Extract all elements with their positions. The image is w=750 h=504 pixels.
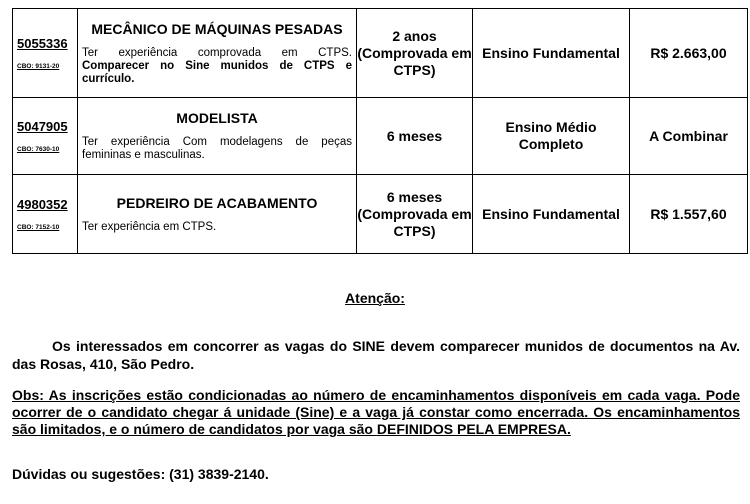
job-code-cell	[13, 175, 78, 254]
job-description-text: Ter experiência em CTPS.	[82, 220, 217, 233]
notice-obs-text: Obs: As inscrições estão condicionadas ao número de encaminhamentos disponíveis em cada vaga. Pode ocorrer de o candidato chegar á unidade (Sine) e a vaga já constar como encerrada. Os encaminhamentos são limitados, e o número de candidatos por vaga são	[12, 387, 740, 437]
job-listings-table	[12, 8, 748, 254]
job-title: PEDREIRO DE ACABAMENTO	[116, 194, 318, 211]
job-education: Ensino Fundamental	[473, 175, 630, 254]
job-description	[82, 221, 352, 234]
job-description-bold: Comparecer no Sine munidos de CTPS e currículo.	[82, 59, 352, 85]
job-title: MECÂNICO DE MÁQUINAS PESADAS	[91, 20, 343, 37]
table-row	[13, 98, 748, 175]
job-code-cell	[13, 9, 78, 98]
job-code: 5047905	[17, 119, 68, 134]
cbo-code: CBO: 7152-10	[17, 224, 60, 231]
notice-obs-bold: DEFINIDOS PELA EMPRESA	[376, 421, 567, 437]
notice-obs-end: .	[566, 421, 571, 437]
job-salary: A Combinar	[630, 98, 748, 175]
cbo-code: CBO: 9131-20	[17, 63, 60, 70]
job-code: 4980352	[17, 197, 68, 212]
notice-paragraph: Os interessados em concorrer as vagas do SINE devem comparecer munidos de documentos na Av. das Rosas, 410, São Pedro.	[12, 338, 740, 372]
table-row	[13, 175, 748, 254]
job-code-cell	[13, 98, 78, 175]
cbo-code: CBO: 7630-10	[17, 146, 60, 153]
job-education: Ensino Fundamental	[473, 9, 630, 98]
notice-obs	[12, 387, 740, 438]
job-code: 5055336	[17, 36, 68, 51]
table-row	[13, 9, 748, 98]
job-description-cell	[78, 175, 357, 254]
job-salary: R$ 1.557,60	[630, 175, 748, 254]
job-salary: R$ 2.663,00	[630, 9, 748, 98]
job-description	[82, 47, 352, 86]
job-title: MODELISTA	[176, 110, 258, 126]
job-experience: 2 anos (Comprovada em CTPS)	[357, 9, 473, 98]
job-description	[82, 136, 352, 162]
job-description-cell	[78, 98, 357, 175]
job-experience: 6 meses (Comprovada em CTPS)	[357, 175, 473, 254]
job-description-text: Ter experiência comprovada em CTPS.	[82, 46, 352, 59]
job-description-text: Ter experiência Com modelagens de peças femininas e masculinas.	[82, 136, 352, 161]
job-education: Ensino Médio Completo	[473, 98, 630, 175]
job-description-cell	[78, 9, 357, 98]
job-experience: 6 meses	[357, 98, 473, 175]
contact-line: Dúvidas ou sugestões: (31) 3839-2140.	[12, 466, 269, 482]
notice-heading: Atenção:	[345, 290, 405, 306]
